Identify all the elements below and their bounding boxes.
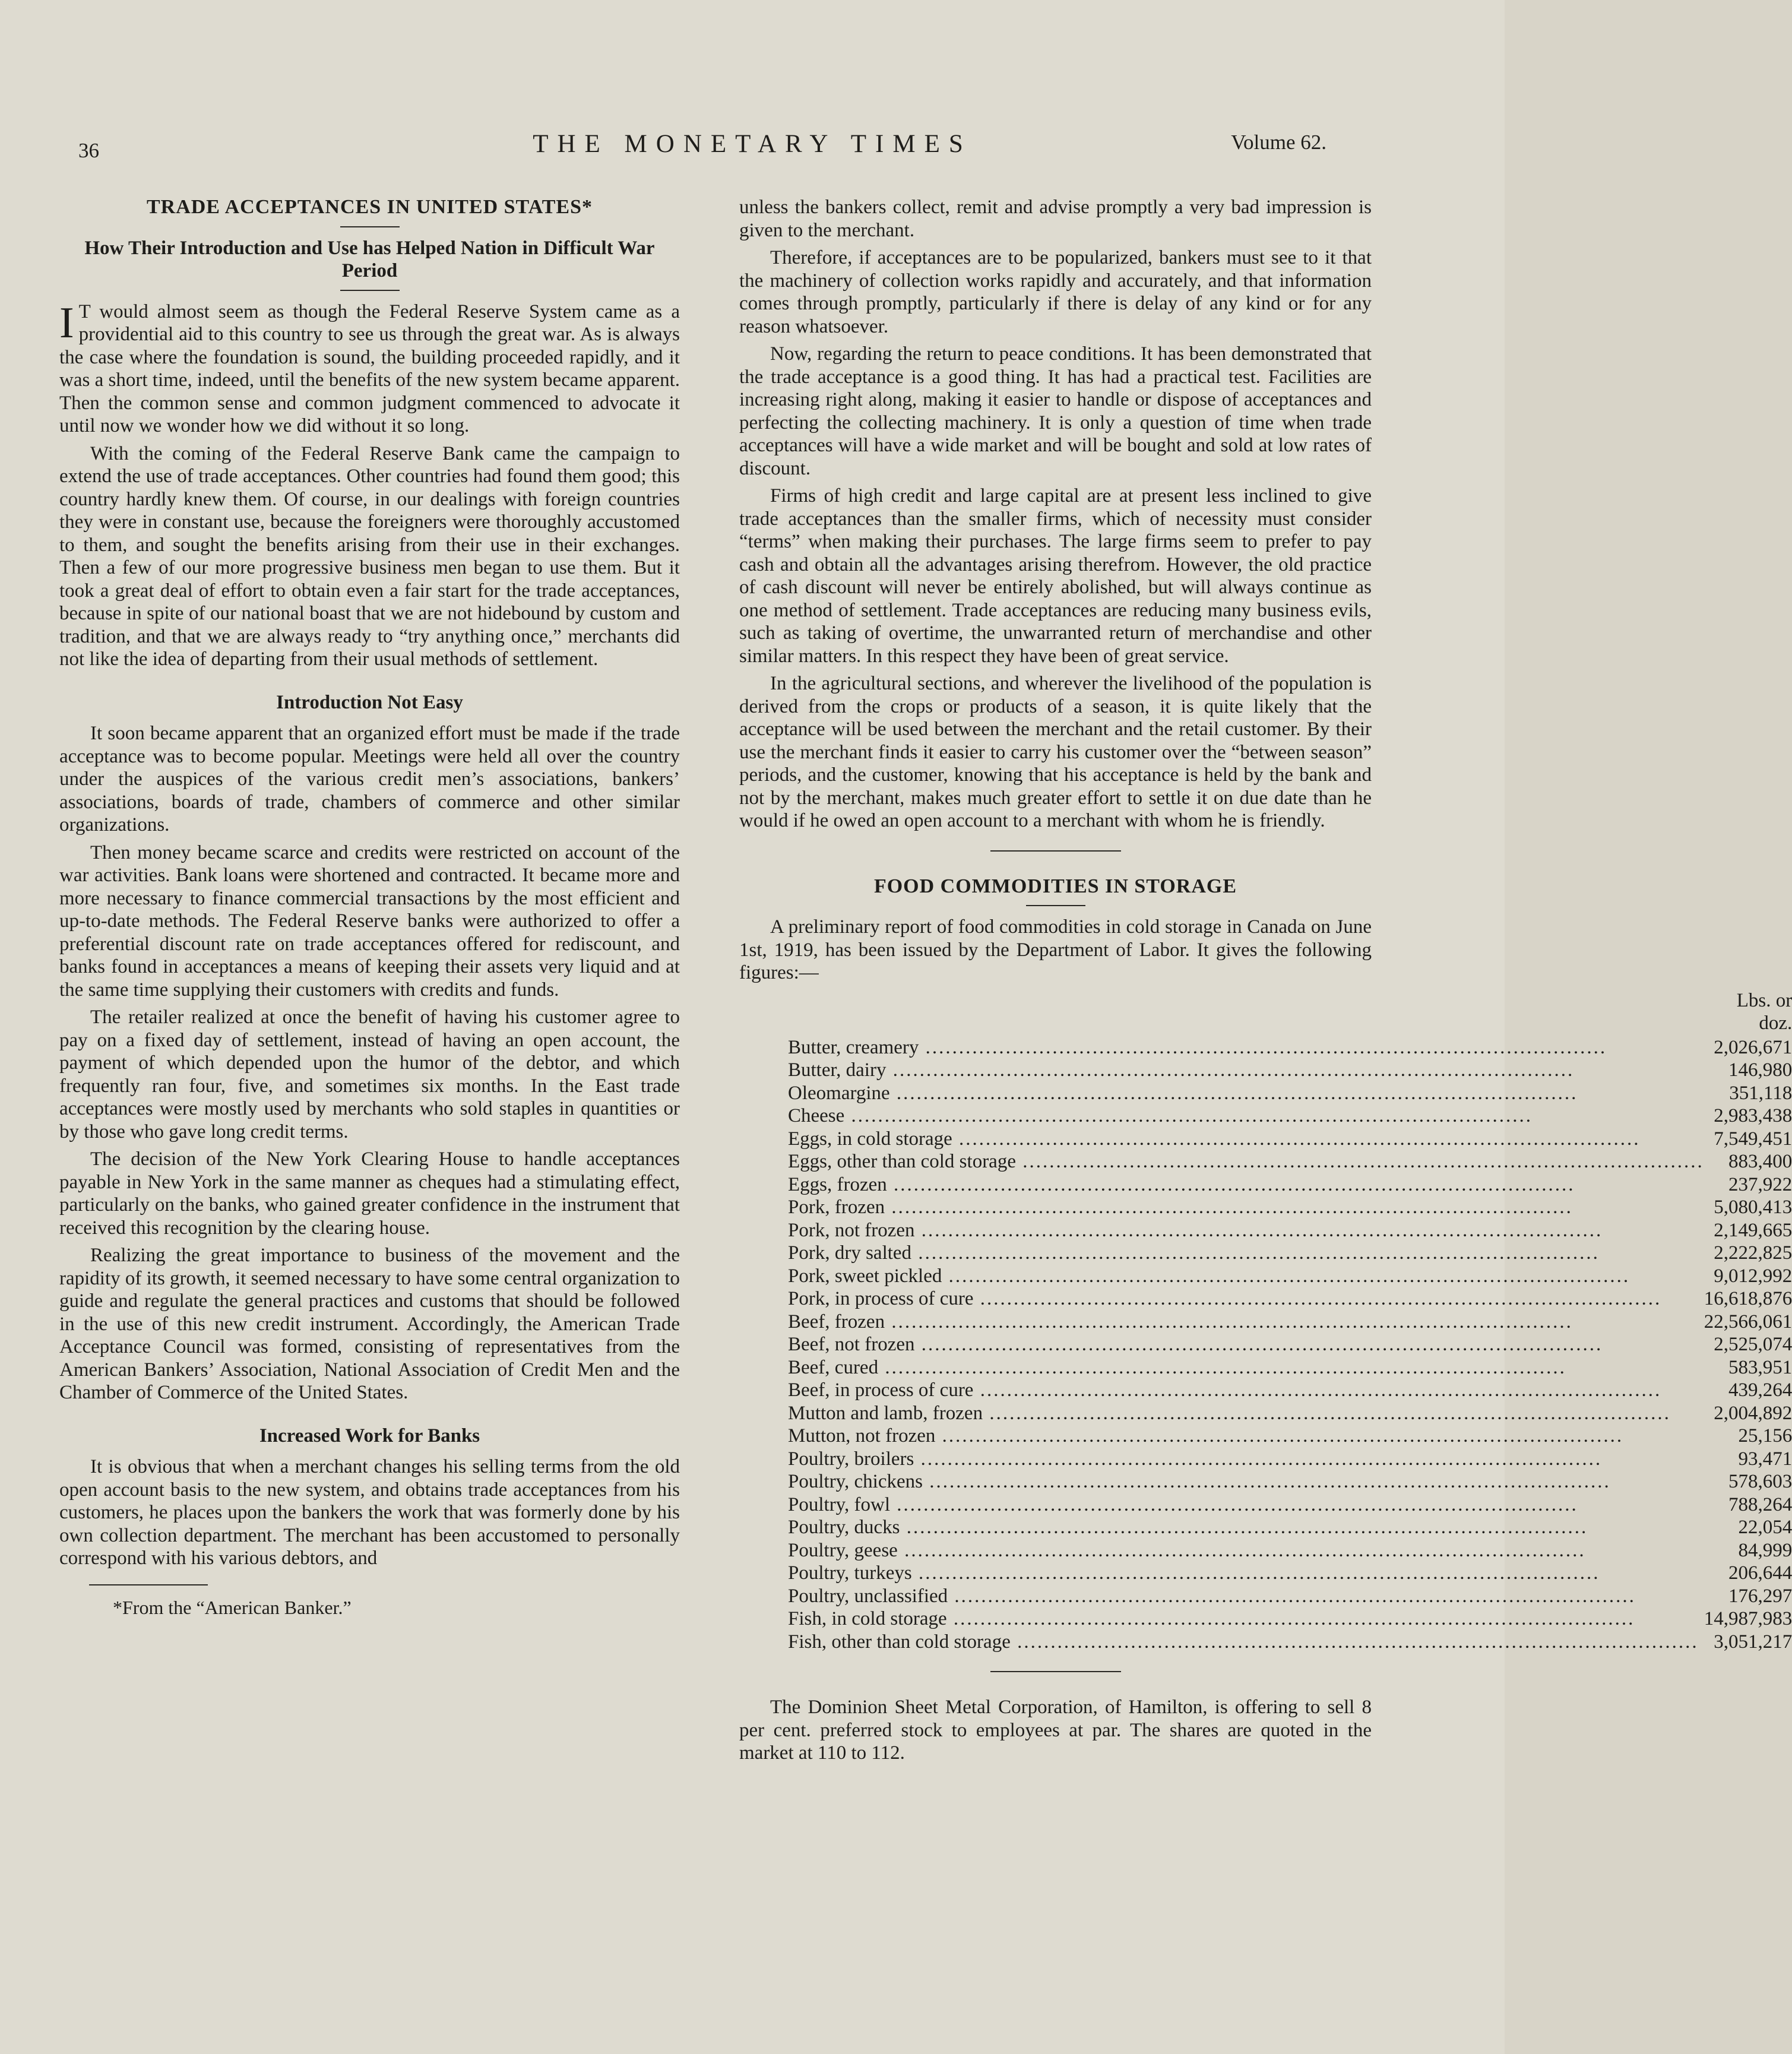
commodity-name: Eggs, frozen ..... — [788, 1173, 1704, 1197]
article-subtitle: How Their Introduction and Use has Helped Nation in Difficult War Period — [84, 237, 655, 281]
table-row — [788, 1585, 1792, 1608]
commodity-quantity: 9,012,992 — [1714, 1265, 1792, 1287]
commodity-quantity: 22,054 — [1738, 1517, 1792, 1538]
table-row — [788, 1631, 1792, 1654]
commodity-name: Pork, frozen ..... — [788, 1196, 1704, 1219]
table-row — [788, 1287, 1792, 1311]
table-row — [788, 1539, 1792, 1562]
commodity-name: Beef, not frozen ..... — [788, 1333, 1704, 1356]
title-rule — [1026, 905, 1085, 906]
commodity-name: Poultry, geese ..... — [788, 1539, 1704, 1562]
commodity-name: Poultry, chickens ..... — [788, 1470, 1704, 1493]
table-row — [788, 1333, 1792, 1356]
table-row — [788, 1562, 1792, 1585]
table-row — [788, 1516, 1792, 1539]
table-row — [788, 1173, 1792, 1197]
commodity-name: Pork, in process of cure ..... — [788, 1287, 1704, 1311]
paragraph: Therefore, if acceptances are to be popularized, bankers must see to it that the machinery of collection works rapidly and accurately, and that information comes through promptly, particularly if there is delay of any kind or for any reason whatsoever. — [739, 247, 1372, 337]
page-header — [0, 125, 1505, 166]
commodity-name: Poultry, unclassified ..... — [788, 1585, 1704, 1608]
table-row — [788, 1036, 1792, 1059]
commodity-quantity: 25,156 — [1738, 1425, 1792, 1447]
commodity-name: Cheese ..... — [788, 1104, 1704, 1128]
commodity-name: Fish, other than cold storage ..... — [788, 1631, 1704, 1654]
commodity-quantity: 84,999 — [1738, 1539, 1792, 1561]
commodity-quantity: 788,264 — [1728, 1493, 1792, 1515]
commodity-name: Oleomargine ..... — [788, 1082, 1704, 1105]
table-row — [788, 1196, 1792, 1219]
commodity-name: Pork, dry salted ..... — [788, 1242, 1704, 1265]
article-separator — [990, 1671, 1121, 1672]
paragraph: Realizing the great importance to business of the movement and the rapidity of its growth, it seemed necessary to have some central organization to guide and regulate the general practices and customs that should be followed in the use of this new credit instrument. Accordingly, the American Trade Acceptance Council was formed, consisting of representatives from the American Bankers’ Association, National Association of Credit Men and the Chamber of Commerce of the United States. — [59, 1245, 680, 1403]
commodity-name: Butter, creamery ..... — [788, 1036, 1704, 1059]
commodity-name: Pork, sweet pickled ..... — [788, 1265, 1704, 1288]
article-title: TRADE ACCEPTANCES IN UNITED STATES* — [146, 196, 593, 218]
commodity-name: Pork, not frozen ..... — [788, 1219, 1704, 1242]
commodity-quantity: 5,080,413 — [1714, 1197, 1792, 1218]
brief-paragraph: The Dominion Sheet Metal Corporation, of Hamilton, is offering to sell 8 per cent. preferred stock to employees at par. The shares are quoted in the market at 110 to 112. — [739, 1697, 1372, 1764]
commodity-name: Eggs, other than cold storage ..... — [788, 1150, 1704, 1173]
commodity-quantity: 206,644 — [1728, 1562, 1792, 1584]
commodity-quantity: 2,983,438 — [1714, 1105, 1792, 1126]
commodity-quantity: 3,051,217 — [1714, 1631, 1792, 1653]
paragraph: It is obvious that when a merchant changes his selling terms from the old open account basis to the new system, and obtains trade acceptances from his customers, he places upon the bankers the work that was formerly done by his own collection department. The merchant has been accustomed to personally correspond with his various debtors, and — [59, 1456, 680, 1569]
paragraph: I T would almost seem as though the Federal Reserve System came as a providential aid to this country to see us through the great war. As is always the case where the foundation is sound, the building proceeded rapidly, and it was a short time, indeed, until the benefits of the new system became apparent. Then the common sense and common judgment commenced to advocate it until now we wonder how we did without it so long. — [59, 298, 680, 436]
commodity-quantity: 351,118 — [1729, 1082, 1792, 1104]
commodity-quantity: 2,222,825 — [1714, 1242, 1792, 1264]
title-rule — [340, 226, 400, 227]
commodity-name: Beef, frozen ..... — [788, 1311, 1704, 1334]
commodity-name: Beef, in process of cure ..... — [788, 1379, 1704, 1402]
table-row — [788, 1425, 1792, 1448]
section-heading: Increased Work for Banks — [259, 1425, 480, 1447]
storage-title: FOOD COMMODITIES IN STORAGE — [873, 875, 1237, 897]
article-separator — [990, 850, 1121, 852]
table-row — [788, 1242, 1792, 1265]
table-row — [788, 1128, 1792, 1151]
subtitle-rule — [340, 290, 400, 291]
commodity-quantity: 176,297 — [1728, 1585, 1792, 1607]
paragraph: unless the bankers collect, remit and advise promptly a very bad impression is given to the merchant. — [739, 197, 1372, 241]
storage-table — [788, 989, 1792, 1654]
paragraph: A preliminary report of food commodities in cold storage in Canada on June 1st, 1919, has been issued by the Department of Labor. It gives the following figures:— — [739, 916, 1372, 983]
commodity-quantity: 14,987,983 — [1704, 1608, 1792, 1629]
commodity-quantity: 146,980 — [1728, 1059, 1792, 1081]
paragraph: The retailer realized at once the benefit of having his customer agree to pay on a fixed day of settlement, instead of having an open account, the payment of which depended upon the humor of the debtor, and which frequently ran four, five, and sometimes six months. In the East trade acceptances were mostly used by merchants who sold staples in quantities or by those who gave long credit terms. — [59, 1007, 680, 1142]
table-row — [788, 1082, 1792, 1105]
footnote-rule — [89, 1584, 208, 1585]
table-row — [788, 1059, 1792, 1082]
commodity-name: Mutton, not frozen ..... — [788, 1425, 1704, 1448]
commodity-quantity: 7,549,451 — [1714, 1128, 1792, 1150]
table-row — [788, 1265, 1792, 1288]
commodity-name: Beef, cured ..... — [788, 1356, 1704, 1379]
commodity-quantity: 237,922 — [1728, 1173, 1792, 1195]
commodity-quantity: 883,400 — [1728, 1151, 1792, 1172]
section-heading: Introduction Not Easy — [276, 691, 463, 713]
commodity-quantity: 2,026,671 — [1714, 1036, 1792, 1058]
commodity-name: Poultry, broilers ..... — [788, 1448, 1704, 1471]
commodity-name: Fish, in cold storage ..... — [788, 1607, 1704, 1631]
commodity-quantity: 2,149,665 — [1714, 1219, 1792, 1241]
masthead: THE MONETARY TIMES — [533, 130, 972, 158]
paragraph: Firms of high credit and large capital are at present less inclined to give trade acceptances than the smaller firms, which of necessity must consider “terms” when making their purchases. The large firms seem to prefer to pay cash and obtain all the advantages arising therefrom. However, the old practice of cash discount will never be entirely abolished, but will always continue as one method of settlement. Trade acceptances are reducing many business evils, such as taking of overtime, the unwarranted return of merchandise and other similar matters. In this respect they have been of great service. — [739, 485, 1372, 667]
table-row — [788, 1379, 1792, 1402]
table-row — [788, 1493, 1792, 1517]
unit-header: Lbs. or doz. — [1736, 989, 1792, 1034]
commodity-name: Butter, dairy ..... — [788, 1059, 1704, 1082]
drop-cap: I — [59, 298, 74, 347]
page-number: 36 — [78, 139, 99, 162]
footnote: *From the “American Banker.” — [113, 1596, 352, 1618]
paragraph: It soon became apparent that an organized effort must be made if the trade acceptance was to become popular. Meetings were held all over the country under the auspices of the various credit men’s associations, bankers’ associations, boards of trade, chambers of commerce and other similar organizations. — [59, 723, 680, 835]
paragraph: The decision of the New York Clearing House to handle acceptances payable in New York in the same manner as cheques had a stimulating effect, particularly on the banks, who gained greater confidence in the instrument that received this recognition by the clearing house. — [59, 1148, 680, 1239]
commodity-name: Mutton and lamb, frozen ..... — [788, 1402, 1704, 1425]
table-row — [788, 1104, 1792, 1128]
table-row — [788, 1356, 1792, 1379]
paragraph: With the coming of the Federal Reserve Bank came the campaign to extend the use of trade acceptances. Other countries had found them good; this country hardly knew them. Of course, in our dealings with foreign countries they were in constant use, because the foreigners were thoroughly accustomed to them, and sought the benefits arising from their use in their exchanges. Then a few of our more progressive business men began to use them. But it took a great deal of effort to obtain even a fair start for the trade acceptances, because in spite of our national boast that we are not hidebound by custom and tradition, and that we are always ready to “try anything once,” merchants did not like the idea of departing from their usual methods of settlement. — [59, 442, 680, 670]
table-row — [788, 1470, 1792, 1493]
commodity-name: Poultry, ducks ..... — [788, 1516, 1704, 1539]
commodity-quantity: 578,603 — [1728, 1471, 1792, 1492]
commodity-name: Eggs, in cold storage ..... — [788, 1128, 1704, 1151]
commodity-quantity: 2,525,074 — [1714, 1334, 1792, 1355]
table-row — [788, 1150, 1792, 1173]
paragraph: Now, regarding the return to peace conditions. It has been demonstrated that the trade acceptance is a good thing. It has had a practical test. Facilities are increasing right along, making it easier to handle or dispose of acceptances and perfecting the collecting machinery. It is only a question of time when trade acceptances will have a wide market and will be bought and sold at low rates of discount. — [739, 343, 1372, 479]
commodity-quantity: 2,004,892 — [1714, 1402, 1792, 1424]
table-row — [788, 1607, 1792, 1631]
volume-label: Volume 62. — [1231, 131, 1326, 154]
commodity-quantity: 16,618,876 — [1704, 1288, 1792, 1309]
right-column — [739, 196, 1792, 1770]
table-row — [788, 1448, 1792, 1471]
commodity-quantity: 22,566,061 — [1704, 1311, 1792, 1333]
commodity-name: Poultry, turkeys ..... — [788, 1562, 1704, 1585]
commodity-name: Poultry, fowl ..... — [788, 1493, 1704, 1517]
commodity-quantity: 583,951 — [1728, 1356, 1792, 1378]
table-row — [788, 1402, 1792, 1425]
paragraph: Then money became scarce and credits were restricted on account of the war activities. Bank loans were shortened and contracted. It became more and more necessary to finance commercial transactions by the most efficient and up-to-date methods. The Federal Reserve banks were authorized to offer a preferential discount rate on trade acceptances offered for rediscount, and banks found in acceptances a means of keeping their assets very liquid and at the same time supplying their customers with credits and funds. — [59, 841, 680, 1001]
table-row — [788, 1219, 1792, 1242]
commodity-quantity: 93,471 — [1738, 1448, 1792, 1470]
commodity-quantity: 439,264 — [1728, 1379, 1792, 1401]
paragraph: In the agricultural sections, and wherever the livelihood of the population is derived from the crops or products of a season, it is quite likely that the acceptance will be used between the merchant and the retail customer. By their use the merchant finds it easier to carry his customer over the “between season” periods, and the customer, knowing that his acceptance is held by the bank and not by the merchant, makes much greater effort to settle it on due date than he would if he owed an open account to a merchant with whom he is friendly. — [739, 673, 1372, 831]
table-row — [788, 1311, 1792, 1334]
left-column — [59, 196, 680, 1619]
